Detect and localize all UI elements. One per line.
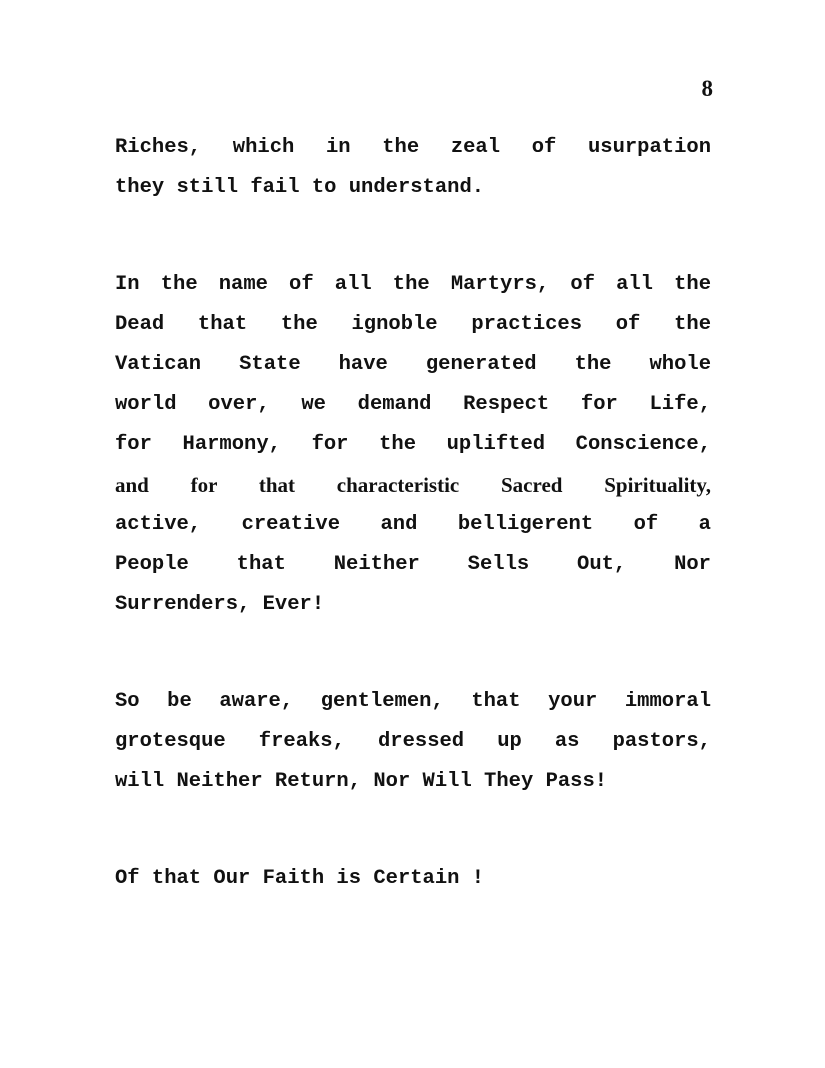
text-line: will Neither Return, Nor Will They Pass! [115,770,608,793]
page-number: 8 [701,76,713,101]
paragraph-2 [115,265,711,625]
text-line: world over, we demand Respect for Life, [115,393,711,416]
paragraph-3 [115,682,711,802]
text-line: and for that characteristic Sacred Spirituality, [115,473,711,497]
text-line: Dead that the ignoble practices of the [115,313,711,336]
text-line: People that Neither Sells Out, Nor [115,553,711,576]
text-line: Surrenders, Ever! [115,593,325,616]
text-line: they still fail to understand. [115,176,485,199]
text-line: In the name of all the Martyrs, of all the [115,273,711,296]
document-body [115,128,711,899]
text-line: grotesque freaks, dressed up as pastors, [115,730,711,753]
text-line: Of that Our Faith is Certain ! [115,867,485,890]
paragraph-1 [115,128,711,208]
text-line: So be aware, gentlemen, that your immoral [115,690,711,713]
text-line: active, creative and belligerent of a [115,513,711,536]
text-line: for Harmony, for the uplifted Conscience, [115,433,711,456]
text-line: Riches, which in the zeal of usurpation [115,136,711,159]
paragraph-4 [115,859,711,899]
text-line: Vatican State have generated the whole [115,353,711,376]
